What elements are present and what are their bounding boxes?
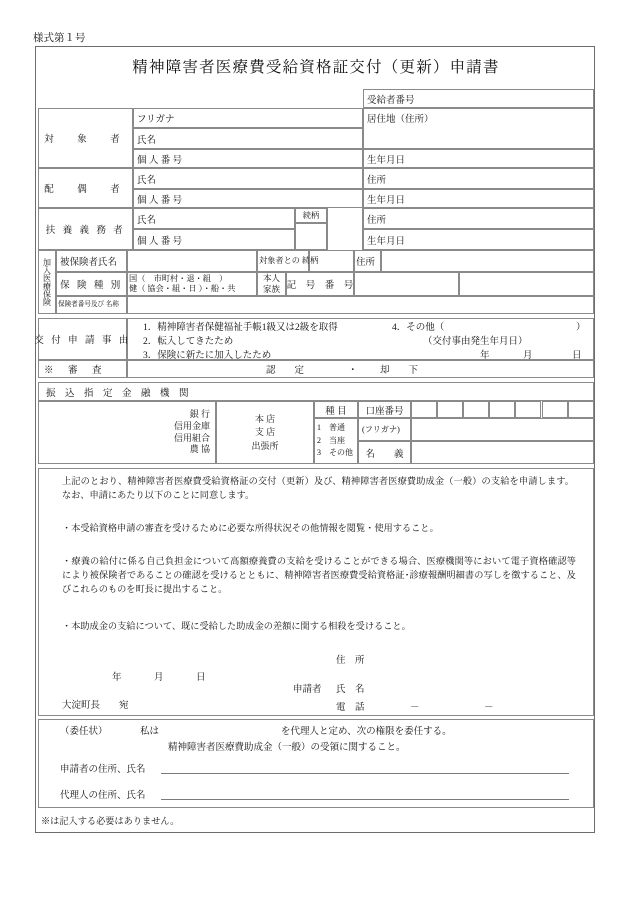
signature-addressee: 大淀町長 宛	[62, 701, 129, 711]
account-number-box-3[interactable]	[463, 401, 489, 418]
insurance-address-input[interactable]	[381, 250, 594, 272]
supporter-seal-cell[interactable]	[327, 208, 363, 250]
bank-branch-0[interactable]: 本 店	[254, 414, 276, 425]
supporter-row-label: 扶 養 義 務 者	[45, 226, 126, 236]
subject-mynumber-label: 個 人 番 号	[137, 155, 183, 166]
insurer-number-label: 保険者番号及び 名称	[58, 301, 119, 309]
application-reason-other-close: ）	[576, 323, 586, 333]
spouse-mynumber-label: 個 人 番 号	[137, 195, 183, 206]
supporter-relation-label: 続柄	[302, 211, 320, 220]
insurance-type-line2: 健（ 協会・組・日 ）・船・共	[129, 284, 236, 293]
account-type-1[interactable]: 2 当座	[317, 435, 345, 445]
review-decision-cell[interactable]	[127, 360, 594, 378]
account-number-box-4[interactable]	[489, 401, 515, 418]
account-number-box-6[interactable]	[542, 401, 568, 418]
proxy-applicant-line-label: 申請者の住所、氏名	[60, 765, 146, 775]
account-number-box-7[interactable]	[568, 401, 594, 418]
subject-residence-label: 居住地（住所）	[367, 114, 434, 125]
symbol-input[interactable]	[354, 272, 459, 296]
bank-type-3[interactable]: 農 協	[189, 444, 210, 455]
application-reason-item-2[interactable]: 2．転入してきたため	[143, 337, 234, 347]
supporter-name-label: 氏名	[137, 215, 157, 226]
form-footnote: ※は記入する必要はありません。	[41, 816, 180, 826]
declaration-bullet-2: ・療養の給付に係る自己負担金について高額療養費の支給を受けることができる場合、医療機関等において電子資格確認等により被保険者であることの確認を受けるとともに、精神障害者医療費受給資格証･診療報酬明細書の写しを徴すること、及びこれらのものを町長に提出すること。	[62, 556, 576, 594]
proxy-applicant-line[interactable]	[161, 773, 569, 774]
relation-to-subject-label: 対象者との 続柄	[259, 255, 319, 265]
spouse-address-label: 住所	[367, 175, 387, 186]
form-frame	[35, 46, 595, 833]
supporter-birthdate-label: 生年月日	[367, 236, 406, 247]
signature-name-label: 氏 名	[336, 685, 365, 695]
signature-phone-dash-1: －	[410, 703, 420, 713]
insurance-type-line1: 国（ 市町村・退・組 ）	[129, 273, 228, 283]
declaration-intro: 上記のとおり、精神障害者医療費受給資格証の交付（更新）及び、精神障害者医療費助成金（一般）の支給を申請します。なお、申請にあたり以下のことに同意します。	[62, 476, 574, 500]
signature-address-label: 住 所	[336, 656, 365, 666]
account-holder-input[interactable]	[411, 441, 594, 464]
form-number: 様式第１号	[33, 33, 86, 44]
spouse-name-label: 氏名	[137, 175, 157, 186]
proxy-scope: 精神障害者医療費助成金（一般）の受領に関すること。	[168, 743, 406, 753]
occurrence-month-label: 月	[523, 351, 533, 361]
proxy-statement: を代理人と定め、次の権限を委任する。	[281, 727, 452, 737]
insurance-side-label: 加入医療保険	[42, 258, 52, 306]
bank-branch-2[interactable]: 出張所	[251, 440, 279, 451]
signature-phone-dash-2: －	[484, 703, 494, 713]
account-furigana-input[interactable]	[411, 418, 594, 441]
account-type-label: 種 目	[325, 406, 347, 417]
supporter-address-label: 住所	[367, 215, 387, 226]
signature-applicant-label: 申請者	[293, 685, 322, 695]
bank-type-1[interactable]: 信用金庫	[173, 420, 210, 431]
account-type-0[interactable]: 1 普通	[317, 423, 345, 433]
subject-name-label: 氏名	[137, 135, 157, 146]
account-furigana-label: (フリガナ)	[362, 425, 400, 434]
signature-phone-label: 電 話	[336, 703, 365, 713]
supporter-mynumber-label: 個 人 番 号	[137, 236, 183, 247]
self-family-line1: 本人	[262, 273, 280, 284]
subject-row-label: 対 象 者	[44, 135, 127, 145]
page-title: 精神障害者医療費受給資格証交付（更新）申請書	[132, 59, 500, 76]
relation-to-subject-input[interactable]	[309, 250, 354, 272]
application-reason-item-3[interactable]: 3．保険に新たに加入したため	[143, 351, 272, 361]
symbol-number-label: 記 号 番 号	[286, 281, 354, 291]
review-reject-label[interactable]: 却 下	[380, 366, 419, 376]
declaration-bullet-1: ・本受給資格申請の審査を受けるために必要な所得状況その他情報を閲覧・使用すること。	[62, 523, 439, 533]
bank-header: 振 込 指 定 金 融 機 関	[46, 388, 189, 399]
occurrence-date-label: （交付事由発生年月日）	[423, 337, 528, 347]
application-reason-label: 交 付 申 請 事 由	[34, 336, 131, 346]
signature-day-label: 日	[196, 673, 206, 683]
account-number-box-2[interactable]	[437, 401, 463, 418]
review-label: ※ 審 査	[44, 366, 105, 376]
subject-birthdate-label: 生年月日	[367, 155, 406, 166]
recipient-number-label: 受給者番号	[367, 95, 415, 106]
subject-furigana-label: フリガナ	[137, 115, 175, 125]
insurer-number-input[interactable]	[127, 296, 594, 314]
insurance-type-label: 保 険 種 別	[60, 281, 123, 291]
account-number-label: 口座番号	[365, 406, 404, 417]
spouse-birthdate-label: 生年月日	[367, 195, 406, 206]
bank-type-0[interactable]: 銀 行	[189, 408, 210, 419]
account-holder-label: 名 義	[365, 449, 404, 460]
self-family-line2: 家族	[262, 284, 280, 294]
account-type-2[interactable]: 3 その他	[317, 448, 353, 458]
occurrence-day-label: 日	[572, 351, 582, 361]
supporter-relation-input[interactable]	[295, 223, 327, 250]
insurance-address-label: 住所	[356, 258, 376, 268]
occurrence-year-label: 年	[480, 351, 490, 361]
account-number-box-5[interactable]	[515, 401, 541, 418]
number-input[interactable]	[459, 272, 594, 296]
insured-name-label: 被保険者氏名	[60, 258, 118, 268]
signature-year-label: 年	[112, 673, 122, 683]
application-reason-item-1[interactable]: 1．精神障害者保健福祉手帳1級又は2級を取得	[143, 323, 338, 333]
proxy-title: （委任状）	[60, 727, 108, 737]
proxy-line[interactable]	[161, 799, 569, 800]
review-separator: ・	[348, 366, 358, 376]
proxy-line-label: 代理人の住所、氏名	[60, 791, 146, 801]
spouse-row-label: 配 偶 者	[44, 185, 127, 195]
application-reason-item-4[interactable]: 4．その他（	[392, 323, 445, 333]
proxy-watashi: 私は	[140, 727, 160, 737]
insured-name-input[interactable]	[127, 250, 257, 272]
account-number-box-1[interactable]	[411, 401, 437, 418]
declaration-bullet-3: ・本助成金の支給について、既に受給した助成金の差額に関する相殺を受けること。	[62, 621, 411, 631]
bank-type-2[interactable]: 信用組合	[173, 432, 210, 443]
bank-branch-1[interactable]: 支 店	[254, 427, 276, 438]
signature-month-label: 月	[154, 673, 164, 683]
review-approve-label[interactable]: 認 定	[266, 366, 305, 376]
